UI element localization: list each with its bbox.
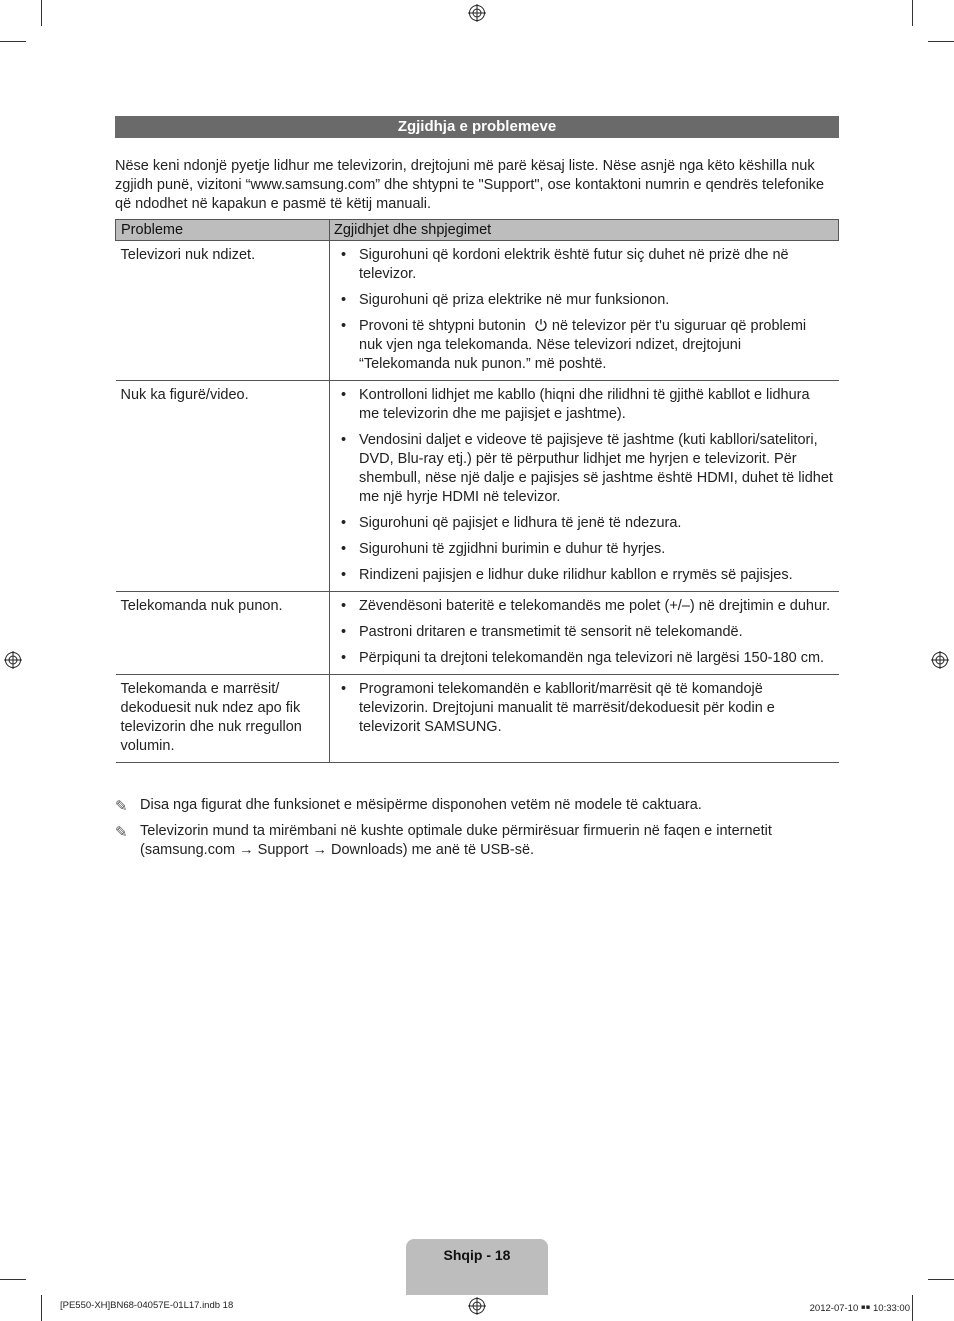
notes-section <box>115 796 840 867</box>
crop-mark <box>41 0 42 26</box>
list-item: • Sigurohuni që priza elektrike në mur funksionon. <box>338 291 834 310</box>
page-number: Shqip - 18 <box>443 1247 511 1263</box>
list-item: • Rindizeni pajisjen e lidhur duke rilidhur kabllon e rrymës së pajisjes. <box>338 566 834 585</box>
pencil-icon: ✎ <box>115 824 128 841</box>
solutions-list <box>338 246 834 374</box>
pencil-icon: ✎ <box>115 798 128 815</box>
power-icon <box>534 318 548 332</box>
troubleshooting-table <box>115 219 839 763</box>
crop-mark <box>928 41 954 42</box>
solutions-list <box>338 386 834 585</box>
registration-mark-icon <box>931 651 949 669</box>
list-item: • Sigurohuni që kordoni elektrik është futur siç duhet në prizë dhe në televizor. <box>338 246 834 284</box>
solutions-list <box>338 597 834 668</box>
table-row <box>116 241 839 381</box>
note-text: Televizorin mund ta mirëmbani në kushte optimale duke përmirësuar firmuerin në faqen e internetit (samsung.com → Support → Downloads) me anë të USB-së. <box>140 823 772 858</box>
crop-mark <box>0 1279 26 1280</box>
crop-mark <box>928 1279 954 1280</box>
solutions-cell <box>330 592 839 675</box>
crop-mark <box>912 1295 913 1321</box>
list-item: • Përpiquni ta drejtoni telekomandën nga televizori në largësi 150-180 cm. <box>338 649 834 668</box>
header-solutions: Zgjidhjet dhe shpjegimet <box>330 220 839 241</box>
footer-file-info: [PE550-XH]BN68-04057E-01L17.indb 18 <box>60 1300 234 1311</box>
crop-mark <box>912 0 913 26</box>
list-item: • Zëvendësoni bateritë e telekomandës me polet (+/–) në drejtimin e duhur. <box>338 597 834 616</box>
footer-datetime: 2012-07-10 ￭￭ 10:33:00 <box>809 1303 910 1314</box>
list-item: • Vendosini daljet e videove të pajisjeve të jashtme (kuti kabllori/satelitori, DVD, Blu-ray etj.) për të përputhur lidhjet me hyrjen e televizorit. Për shembull, nëse një dalje e pajisjes së jashtme është HDMI, duhet të lidhet me një hyrje HDMI në televizor. <box>338 431 834 507</box>
table-header-row <box>116 220 839 241</box>
solutions-cell <box>330 241 839 381</box>
solutions-list <box>338 680 834 737</box>
list-item: • Pastroni dritaren e transmetimit të sensorit në telekomandë. <box>338 623 834 642</box>
list-item: • Programoni telekomandën e kabllorit/marrësit që të komandojë televizorin. Drejtojuni manualit të marrësit/dekoduesit për kodin e televizorit SAMSUNG. <box>338 680 834 737</box>
section-title: Zgjidhja e problemeve <box>115 116 839 138</box>
registration-mark-icon <box>468 1297 486 1315</box>
list-item-text: Provoni të shtypni butonin <box>359 318 526 334</box>
note-item <box>115 822 840 860</box>
solutions-cell <box>330 381 839 592</box>
list-item: • Sigurohuni të zgjidhni burimin e duhur të hyrjes. <box>338 540 834 559</box>
list-item: • Kontrolloni lidhjet me kabllo (hiqni dhe rilidhni të gjithë kabllot e lidhura me televizorin dhe me pajisjet e jashtme). <box>338 386 834 424</box>
table-row <box>116 381 839 592</box>
solutions-cell <box>330 675 839 763</box>
problem-cell: Telekomanda nuk punon. <box>116 592 330 675</box>
intro-paragraph: Nëse keni ndonjë pyetje lidhur me televizorin, drejtojuni më parë kësaj liste. Nëse asnjë nga këto këshilla nuk zgjidh punë, vizitoni “www.samsung.com” dhe shtypni te "Support", ose kontaktoni numrin e qendrës telefonike që ndodhet në kapakun e pasmë të këtij manuali. <box>115 158 825 212</box>
list-item <box>338 317 834 374</box>
problem-cell: Telekomanda e marrësit/ dekoduesit nuk ndez apo fik televizorin dhe nuk rregullon volumin. <box>116 675 330 763</box>
table-row <box>116 675 839 763</box>
problem-cell: Televizori nuk ndizet. <box>116 241 330 381</box>
list-item-text: në televizor për t'u siguruar që problemi nuk vjen nga telekomanda. Nëse televizori ndizet, drejtojuni “Telekomanda nuk punon.” më poshtë. <box>359 318 807 372</box>
registration-mark-icon <box>4 651 22 669</box>
registration-mark-icon <box>468 4 486 22</box>
header-problems: Probleme <box>116 220 330 241</box>
table-row <box>116 592 839 675</box>
list-item: • Sigurohuni që pajisjet e lidhura të jenë të ndezura. <box>338 514 834 533</box>
crop-mark <box>0 41 26 42</box>
note-item <box>115 796 840 815</box>
note-text: Disa nga figurat dhe funksionet e mësipërme disponohen vetëm në modele të caktuara. <box>140 797 702 813</box>
crop-mark <box>41 1295 42 1321</box>
problem-cell: Nuk ka figurë/video. <box>116 381 330 592</box>
